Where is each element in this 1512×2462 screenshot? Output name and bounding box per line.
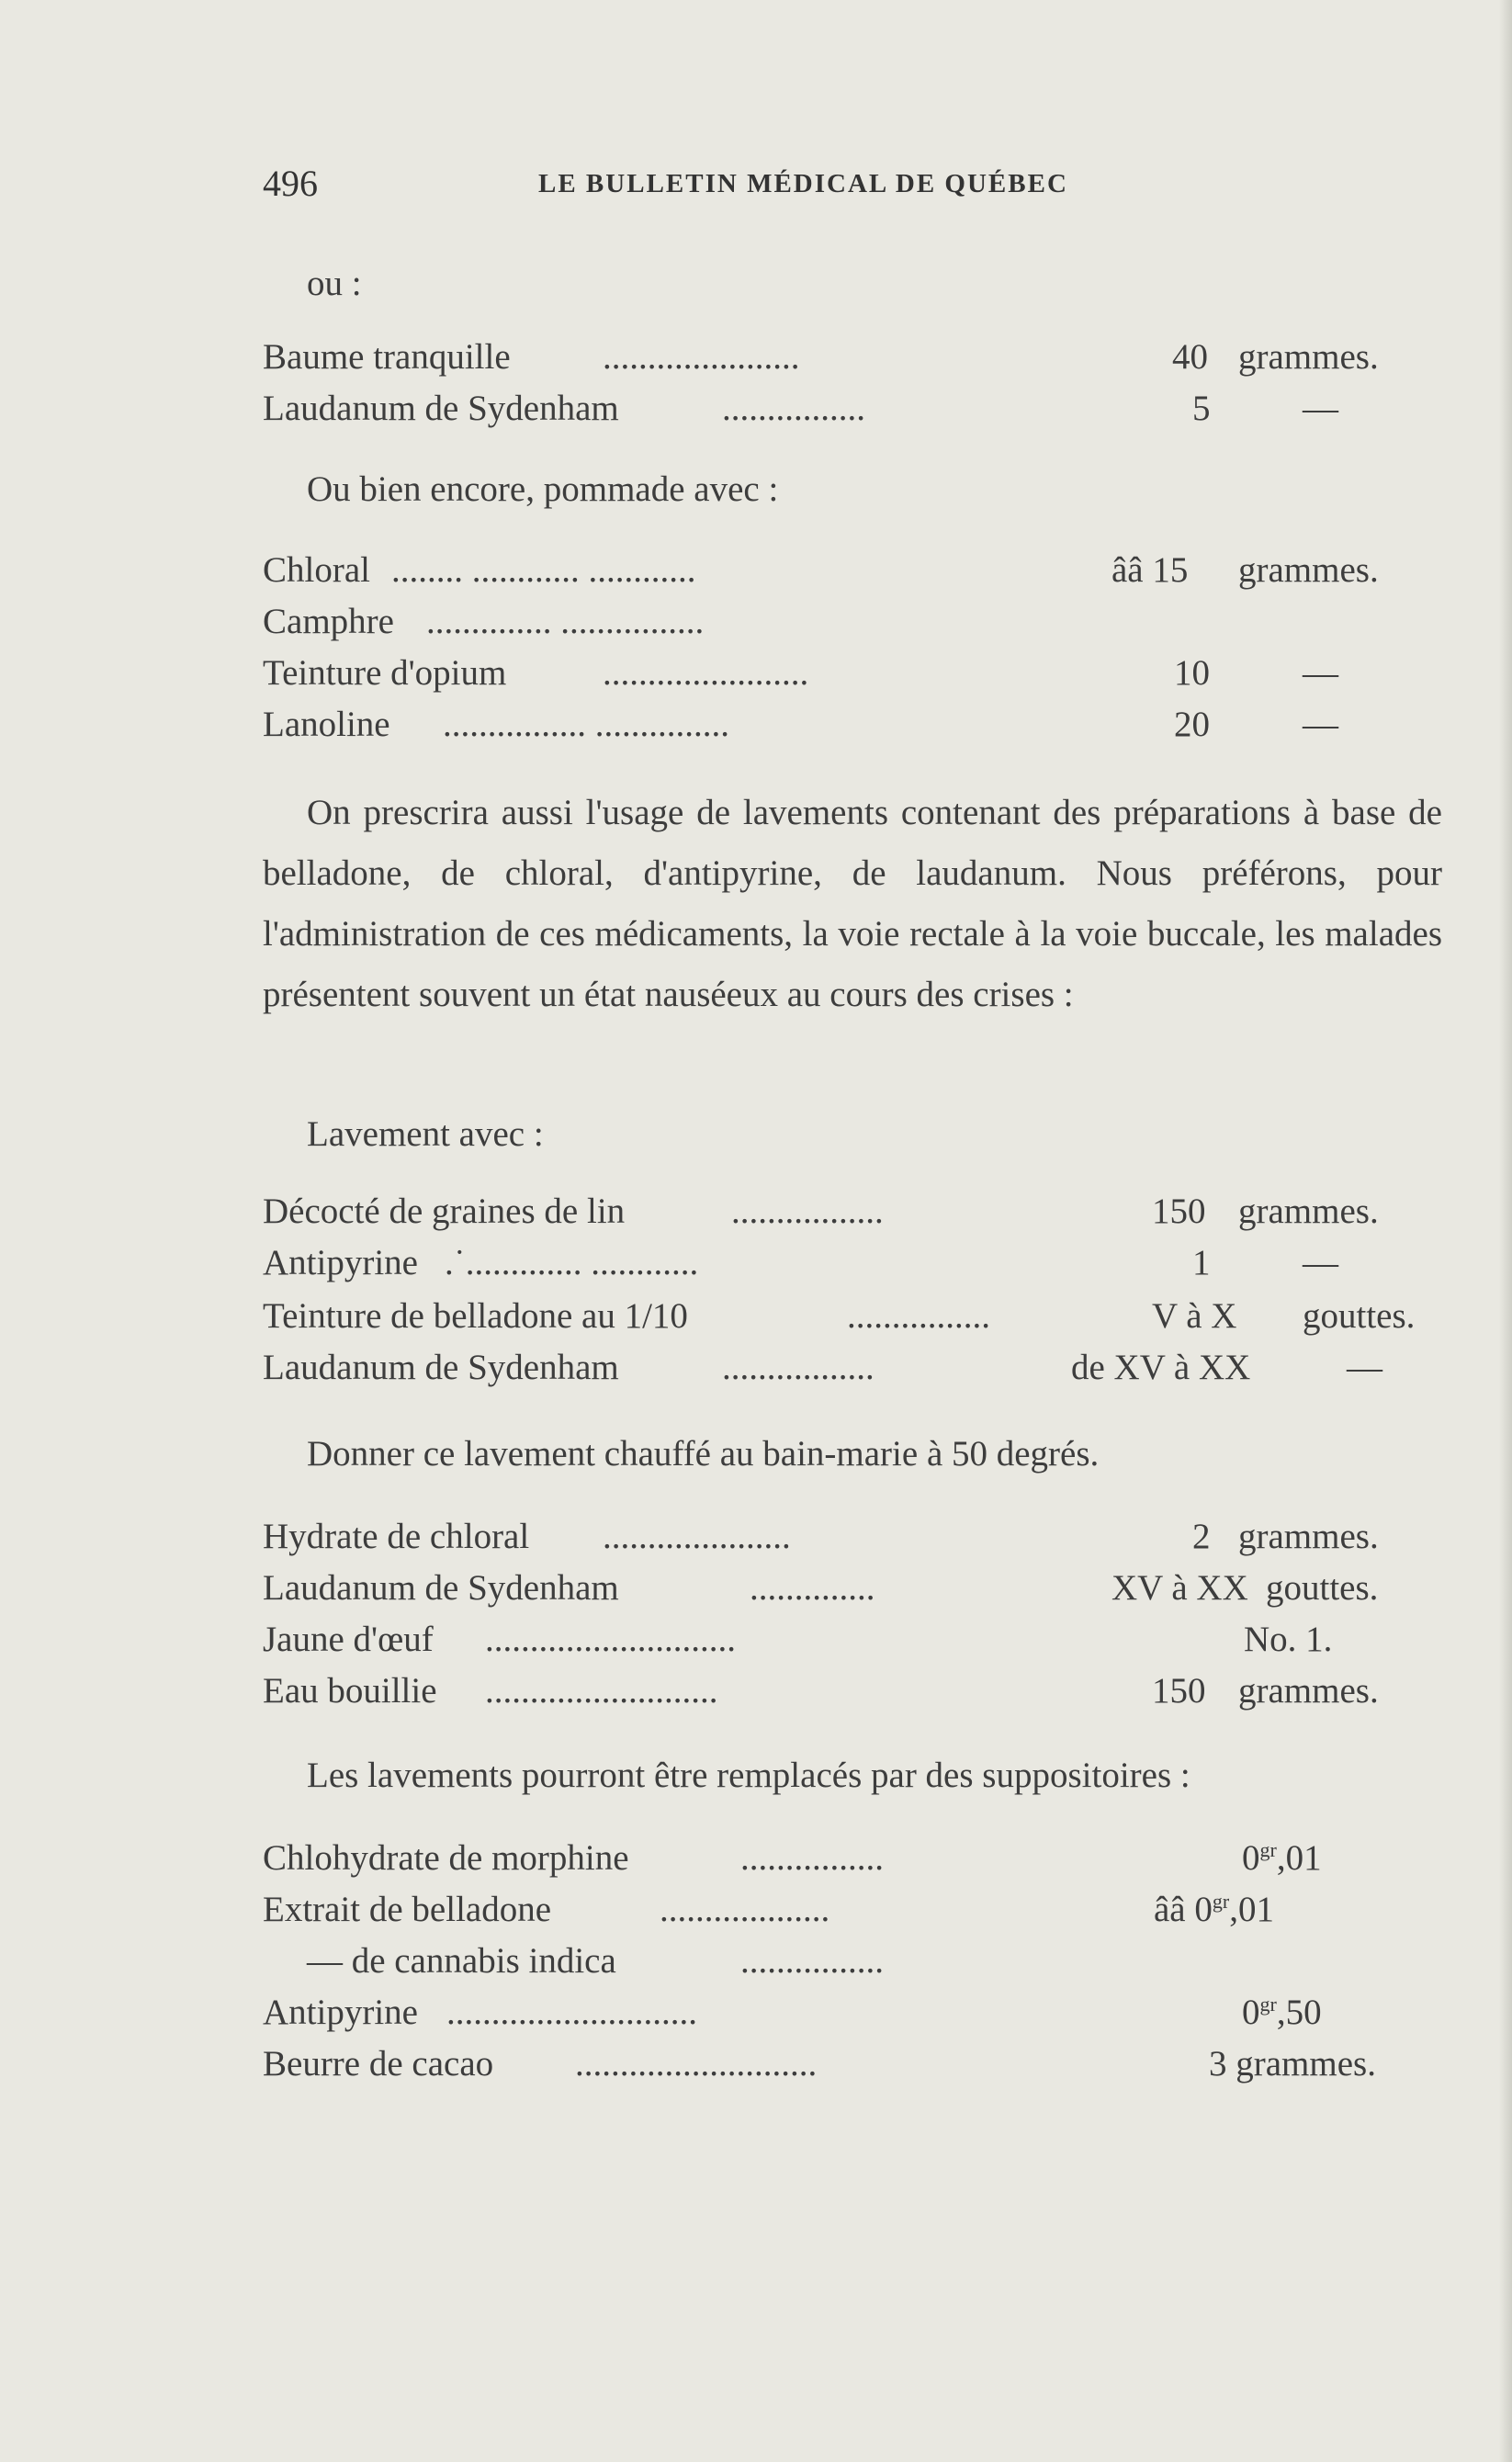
leader-dots: ................ — [740, 1941, 884, 1981]
prescription-line — [263, 652, 1439, 700]
leader-dots: ........ ............ ............ — [391, 550, 696, 590]
prescription-line — [263, 2043, 1439, 2091]
ingredient-unit: — — [1303, 705, 1338, 744]
prescription-line — [263, 1347, 1439, 1395]
leader-dots: .˙............. ............ — [445, 1243, 699, 1282]
ingredient-unit: grammes. — [1238, 1671, 1379, 1711]
prescription-line — [263, 1191, 1439, 1238]
ingredient-quantity: ââ 15 — [1111, 550, 1189, 590]
page-edge-shadow — [1499, 0, 1512, 2462]
leader-dots: ................ — [722, 389, 865, 428]
ingredient-name: Décocté de graines de lin — [263, 1191, 626, 1231]
leader-dots: ................... — [660, 1890, 830, 1929]
ingredient-unit: grammes. — [1238, 1191, 1379, 1231]
ingredient-quantity: $0^{gr},50$ — [1242, 1993, 1322, 2032]
ingredient-name: Laudanum de Sydenham — [263, 389, 619, 428]
intro-lavement: Lavement avec : — [307, 1114, 544, 1154]
ingredient-name: Camphre — [263, 602, 394, 641]
ingredient-name: Teinture d'opium — [263, 653, 507, 693]
ingredient-unit: grammes. — [1238, 337, 1379, 377]
ingredient-quantity: 5 — [1192, 389, 1211, 428]
ingredient-name: Hydrate de chloral — [263, 1517, 530, 1556]
ingredient-unit: gouttes. — [1266, 1568, 1379, 1608]
ingredient-quantity: 1 — [1192, 1243, 1211, 1282]
ingredient-name: Laudanum de Sydenham — [263, 1348, 619, 1387]
ingredient-quantity: 40 — [1172, 337, 1208, 377]
ingredient-name: Chlohydrate de morphine — [263, 1838, 629, 1878]
ingredient-name: Teinture de belladone au 1/10 — [263, 1296, 688, 1336]
running-title: LE BULLETIN MÉDICAL DE QUÉBEC — [538, 169, 1068, 198]
prescription-line — [263, 1619, 1439, 1666]
ingredient-quantity: de XV à XX — [1071, 1348, 1251, 1387]
leader-dots: .............. ................ — [426, 602, 705, 641]
leader-dots: ................ — [740, 1838, 884, 1878]
ingredient-unit: grammes. — [1238, 550, 1379, 590]
prescription-line — [263, 1992, 1439, 2039]
ingredient-quantity: 3 grammes. — [1209, 2044, 1376, 2084]
ingredient-quantity: V à X — [1152, 1296, 1237, 1336]
instruction-line: Donner ce lavement chauffé au bain-marie à 50 degrés. — [307, 1434, 1100, 1474]
ingredient-quantity: No. 1. — [1244, 1620, 1333, 1659]
ingredient-unit: — — [1303, 653, 1338, 693]
prescription-line — [263, 1940, 1439, 1988]
ingredient-name: Eau bouillie — [263, 1671, 437, 1711]
ingredient-name: — de cannabis indica — [307, 1941, 616, 1981]
body-paragraph — [263, 783, 1442, 1025]
leader-dots: .............. — [750, 1568, 875, 1608]
prescription-line — [263, 1295, 1439, 1343]
ingredient-name: Lanoline — [263, 705, 390, 744]
prescription-line — [263, 601, 1439, 649]
prescription-line — [263, 1889, 1439, 1937]
ingredient-name: Extrait de belladone — [263, 1890, 552, 1929]
prescription-line — [263, 1516, 1439, 1564]
ingredient-name: Antipyrine — [263, 1243, 418, 1282]
leader-dots: ....................... — [603, 653, 809, 693]
ingredient-unit: — — [1303, 389, 1338, 428]
prescription-line — [263, 336, 1439, 384]
ingredient-quantity: 10 — [1174, 653, 1210, 693]
ingredient-quantity: $0^{gr},01$ — [1242, 1838, 1322, 1878]
intro-suppositoires: Les lavements pourront être remplacés par des suppositoires : — [307, 1756, 1190, 1795]
leader-dots: .......................... — [485, 1671, 718, 1711]
ingredient-name: Laudanum de Sydenham — [263, 1568, 619, 1608]
ingredient-name: Antipyrine — [263, 1993, 418, 2032]
ingredient-quantity: 2 — [1192, 1517, 1211, 1556]
leader-dots: ................ ............... — [443, 705, 729, 744]
ingredient-name: Beurre de cacao — [263, 2044, 494, 2084]
leader-dots: ...................... — [603, 337, 800, 377]
ingredient-unit: — — [1347, 1348, 1382, 1387]
ingredient-name: Chloral — [263, 550, 370, 590]
page-number: 496 — [263, 163, 318, 204]
ingredient-quantity: 20 — [1174, 705, 1210, 744]
intro-pommade: Ou bien encore, pommade avec : — [307, 469, 779, 509]
ingredient-unit: grammes. — [1238, 1517, 1379, 1556]
prescription-line — [263, 1242, 1439, 1290]
prescription-line — [263, 704, 1439, 751]
ingredient-quantity: 150 — [1152, 1191, 1206, 1231]
prescription-line — [263, 1567, 1439, 1615]
page-header — [263, 162, 1181, 208]
leader-dots: ................ — [847, 1296, 990, 1336]
ingredient-unit: — — [1303, 1243, 1338, 1282]
ingredient-unit: gouttes. — [1303, 1296, 1416, 1336]
ingredient-quantity: XV à XX — [1111, 1568, 1248, 1608]
leader-dots: ................. — [731, 1191, 884, 1231]
ingredient-quantity: 150 — [1152, 1671, 1206, 1711]
ingredient-name: Jaune d'œuf — [263, 1620, 434, 1659]
prescription-line — [263, 549, 1439, 597]
leader-dots: ..................... — [603, 1517, 791, 1556]
leader-dots: ................. — [722, 1348, 874, 1387]
intro-ou: ou : — [307, 264, 362, 303]
leader-dots: ............................ — [485, 1620, 736, 1659]
prescription-line — [263, 388, 1439, 435]
prescription-line — [263, 1837, 1439, 1885]
leader-dots: ............................ — [446, 1993, 697, 2032]
ingredient-name: Baume tranquille — [263, 337, 511, 377]
paragraph-text: On prescrira aussi l'usage de lavements contenant des préparations à base de belladone, de chloral, d'antipyrine, de laudanum. Nous préférons, pour l'administration de ces médicaments, la voie rectale à la voie buccale, les malades présentent souvent un état nauséeux au cours des crises : — [263, 793, 1442, 1014]
leader-dots: ........................... — [575, 2044, 818, 2084]
prescription-line — [263, 1670, 1439, 1718]
ingredient-quantity: ââ $0^{gr},01$ — [1154, 1890, 1274, 1929]
